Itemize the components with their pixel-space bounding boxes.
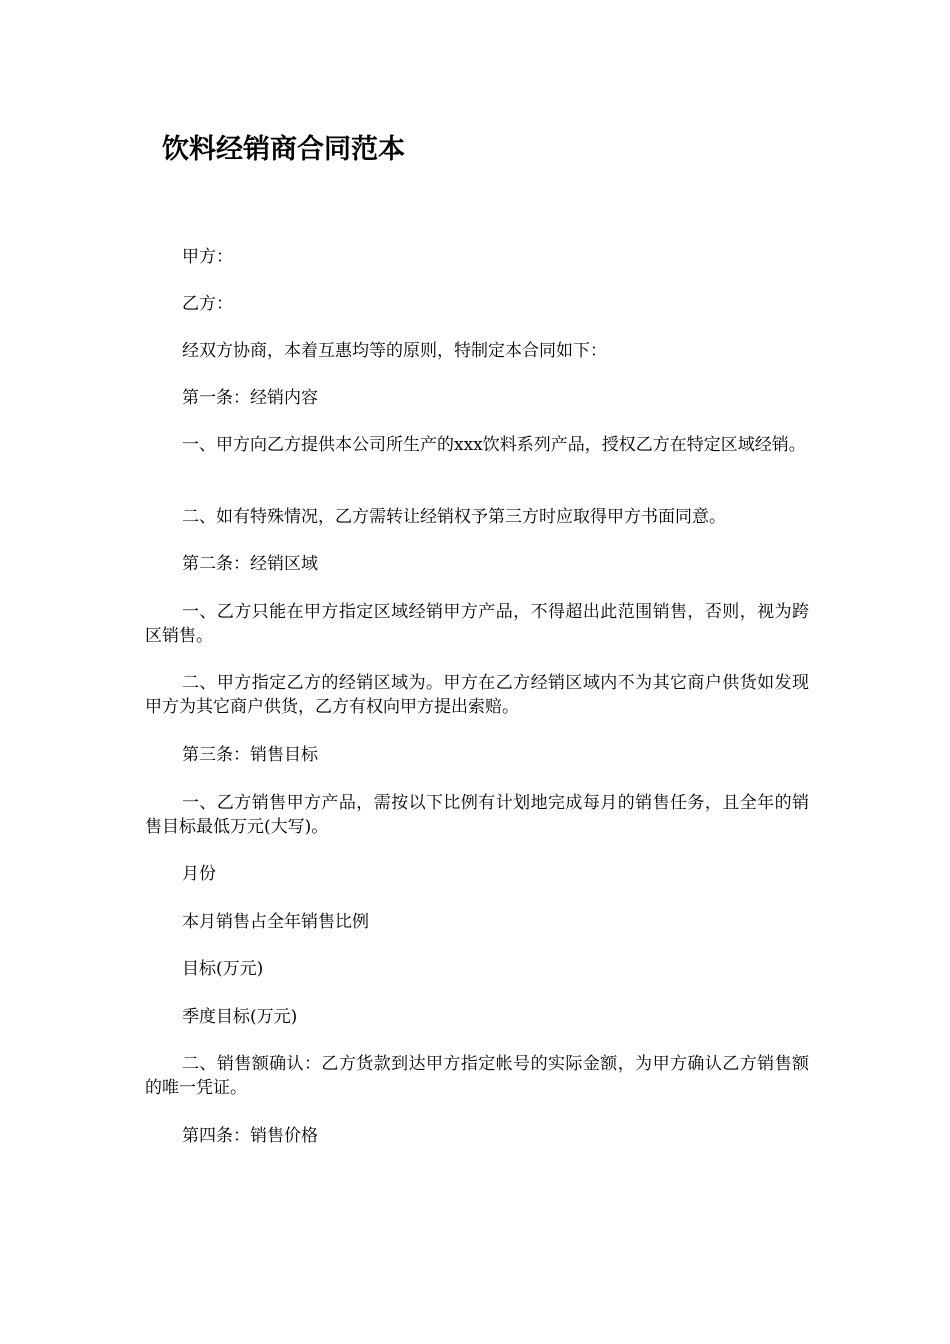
article-3-clause-1: 一、乙方销售甲方产品，需按以下比例有计划地完成每月的销售任务，且全年的销售目标最低万元(大写)。 xyxy=(145,793,809,837)
article-3-heading: 第三条：销售目标 xyxy=(182,745,318,765)
article-3-clause-2: 二、销售额确认：乙方货款到达甲方指定帐号的实际金额，为甲方确认乙方销售额的唯一凭证。 xyxy=(145,1054,809,1098)
party-b-line: 乙方： xyxy=(182,294,233,314)
article-2-clause-1: 一、乙方只能在甲方指定区域经销甲方产品，不得超出此范围销售，否则，视为跨区销售。 xyxy=(145,602,809,646)
article-1-clause-2: 二、如有特殊情况，乙方需转让经销权予第三方时应取得甲方书面同意。 xyxy=(182,507,726,527)
article-1-heading: 第一条：经销内容 xyxy=(182,388,318,408)
party-a-line: 甲方： xyxy=(182,247,233,267)
table-label-quarter-target: 季度目标(万元) xyxy=(182,1007,298,1027)
document-title: 饮料经销商合同范本 xyxy=(162,134,405,165)
article-1-clause-1: 一、甲方向乙方提供本公司所生产的xxx饮料系列产品，授权乙方在特定区域经销。 xyxy=(182,435,806,455)
article-2-clause-2: 二、甲方指定乙方的经销区域为。甲方在乙方经销区域内不为其它商户供货如发现甲方为其它商户供货，乙方有权向甲方提出索赔。 xyxy=(145,673,809,717)
article-4-heading: 第四条：销售价格 xyxy=(182,1126,318,1146)
preamble-paragraph: 经双方协商，本着互惠均等的原则，特制定本合同如下： xyxy=(182,341,607,361)
article-2-heading: 第二条：经销区域 xyxy=(182,554,318,574)
table-label-monthly-ratio: 本月销售占全年销售比例 xyxy=(182,912,369,932)
table-label-target: 目标(万元) xyxy=(182,959,264,979)
table-label-month: 月份 xyxy=(182,864,216,884)
